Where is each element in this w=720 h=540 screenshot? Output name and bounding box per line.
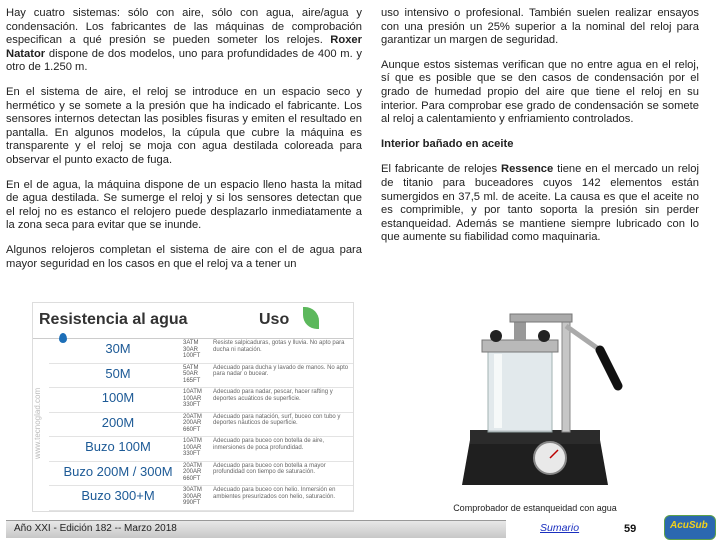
pillar [562, 320, 570, 432]
left-paragraph-1 [6, 7, 362, 75]
knob-left [490, 330, 502, 342]
row-usage: Adecuado para ducha y lavado de manos. No apto para nadar o bucear. [213, 364, 349, 378]
row-rating: Buzo 200M / 300M [63, 463, 173, 479]
sumario-link[interactable]: Sumario [540, 522, 580, 534]
row-rating: 200M [101, 414, 135, 430]
lid [482, 340, 558, 352]
table-row [49, 388, 353, 413]
table-header [33, 303, 353, 339]
row-usage: Adecuado para nadar, pescar, hacer rafting y deportes acuáticos de superficie. [213, 389, 333, 402]
top-bar [510, 314, 572, 322]
row-pressure-units: 5ATM 50AR 165FT [183, 364, 201, 384]
water-tester-photo [440, 290, 630, 490]
photo-caption: Comprobador de estanqueidad con agua [453, 503, 617, 513]
table-row [49, 486, 353, 511]
row-rating: Buzo 300+M [81, 488, 155, 503]
row-pressure-units: 10ATM 100AR 330FT [183, 438, 202, 457]
row-pressure-units: 20ATM 200AR 660FT [183, 462, 202, 482]
left-p1-text-b: dispone de dos modelos, uno para profundidades de 400 m. y otro de 1.250 m. [6, 47, 362, 74]
table-row [49, 462, 353, 487]
right-paragraph-2: Aunque estos sistemas verifican que no entre agua en el reloj, sí que es posible que se den casos de condensación por el grado de humedad propio del aire que tiene el reloj en su interior. Para comprobar ese grado de condensación se somete al reloj a calentamiento y enfriamiento controlados. [381, 58, 699, 126]
row-usage: Adecuado para buceo con helio. Inmersión en ambientes presurizados con helio, saturación. [213, 487, 336, 500]
table-header-right: Uso [259, 311, 290, 328]
row-usage: Resiste salpicaduras, gotas y lluvia. No apto para ducha ni natación. [213, 340, 345, 353]
watermark: www.tecnoglad.com [33, 387, 42, 459]
row-pressure-units: 10ATM 100AR 330FT [183, 389, 202, 408]
water-resistance-table [32, 302, 354, 512]
row-usage: Adecuado para natación, surf, buceo con tubo y deportes náuticos de superficie. [213, 413, 341, 427]
left-paragraph-4: Algunos relojeros completan el sistema de aire con el de agua para mayor seguridad en los casos en que el reloj va a tener un [6, 243, 362, 270]
left-paragraph-3: En el de agua, la máquina dispone de un espacio lleno hasta la mitad de agua destilada. Se sumerge el reloj y si los sensores detectan que el reloj no es estanco el relojero puede desplazarlo inmediatamente a la zona seca para evitar que se inunde. [6, 178, 362, 232]
acusub-logo-text: AcuSub [670, 520, 708, 531]
row-rating: Buzo 100M [85, 439, 151, 454]
right-p3-bold: Ressence [500, 163, 554, 176]
left-paragraph-2: En el sistema de aire, el reloj se introduce en un espacio seco y hermético y se somete a la presión que ha indicado el fabricante. Los sensores internos detectan las posibles fisuras y emiten el resultado en pantalla. En algunos modelos, la cúpula que cubre la máquina es transparente y el reloj se moja con agua destilada coloreada para observar el punto exacto de fuga. [6, 85, 362, 166]
left-column [6, 7, 362, 282]
row-pressure-units: 20ATM 200AR 660FT [183, 413, 202, 433]
right-column [381, 7, 699, 256]
page-number: 59 [624, 523, 637, 535]
row-rating: 50M [105, 365, 131, 381]
row-rating: 100M [101, 390, 135, 405]
left-p1-text-a: Hay cuatro sistemas: sólo con aire, sólo con agua, aire/agua y condensación. Los fabricantes de las máquinas de comprobación especifican a qué presión se pueden someter los relojes. [6, 7, 362, 47]
lid-knob [514, 320, 526, 340]
table-row [49, 437, 353, 462]
row-rating: 30M [105, 341, 131, 356]
left-p1-bold: Roxer Natator [6, 34, 362, 60]
table-header-left: Resistencia al agua [39, 311, 188, 328]
leaf-icon [303, 307, 319, 329]
right-p3-text-b: tiene en el mercado un reloj de titanio para buceadores cuyos 142 elementos están sumergidos en 37,5 ml. de aceite. La causa es que el aceite no es comprimible, y por tanto soporta la presión sin perder estanqueidad. Además se mantiene siempre lubricado con lo que aumente su fiabilidad como maquinaria. [381, 163, 699, 244]
row-usage: Adecuado para buceo con botella a mayor profundidad con tiempo de saturación. [213, 462, 326, 476]
footer-edition: Año XXI - Edición 182 -- Marzo 2018 [14, 523, 177, 534]
right-paragraph-3 [381, 163, 699, 245]
row-pressure-units: 30ATM 300AR 990FT [183, 487, 202, 506]
row-pressure-units: 3ATM 30AR 100FT [183, 340, 201, 359]
knob-right [538, 330, 550, 342]
table-row [49, 339, 353, 364]
cylinder-shine [494, 354, 502, 428]
table-row [49, 364, 353, 389]
table-row [49, 413, 353, 438]
right-p3-text-a: El fabricante de relojes [381, 163, 501, 176]
row-usage: Adecuado para buceo con botella de aire, inmersiones de poca profundidad. [213, 438, 325, 451]
right-paragraph-1: uso intensivo o profesional. También suelen realizar ensayos con una presión un 25% superior a la nominal del reloj para garantizar un margen de seguridad. [381, 7, 699, 47]
section-subheading: Interior bañado en aceite [381, 137, 514, 150]
